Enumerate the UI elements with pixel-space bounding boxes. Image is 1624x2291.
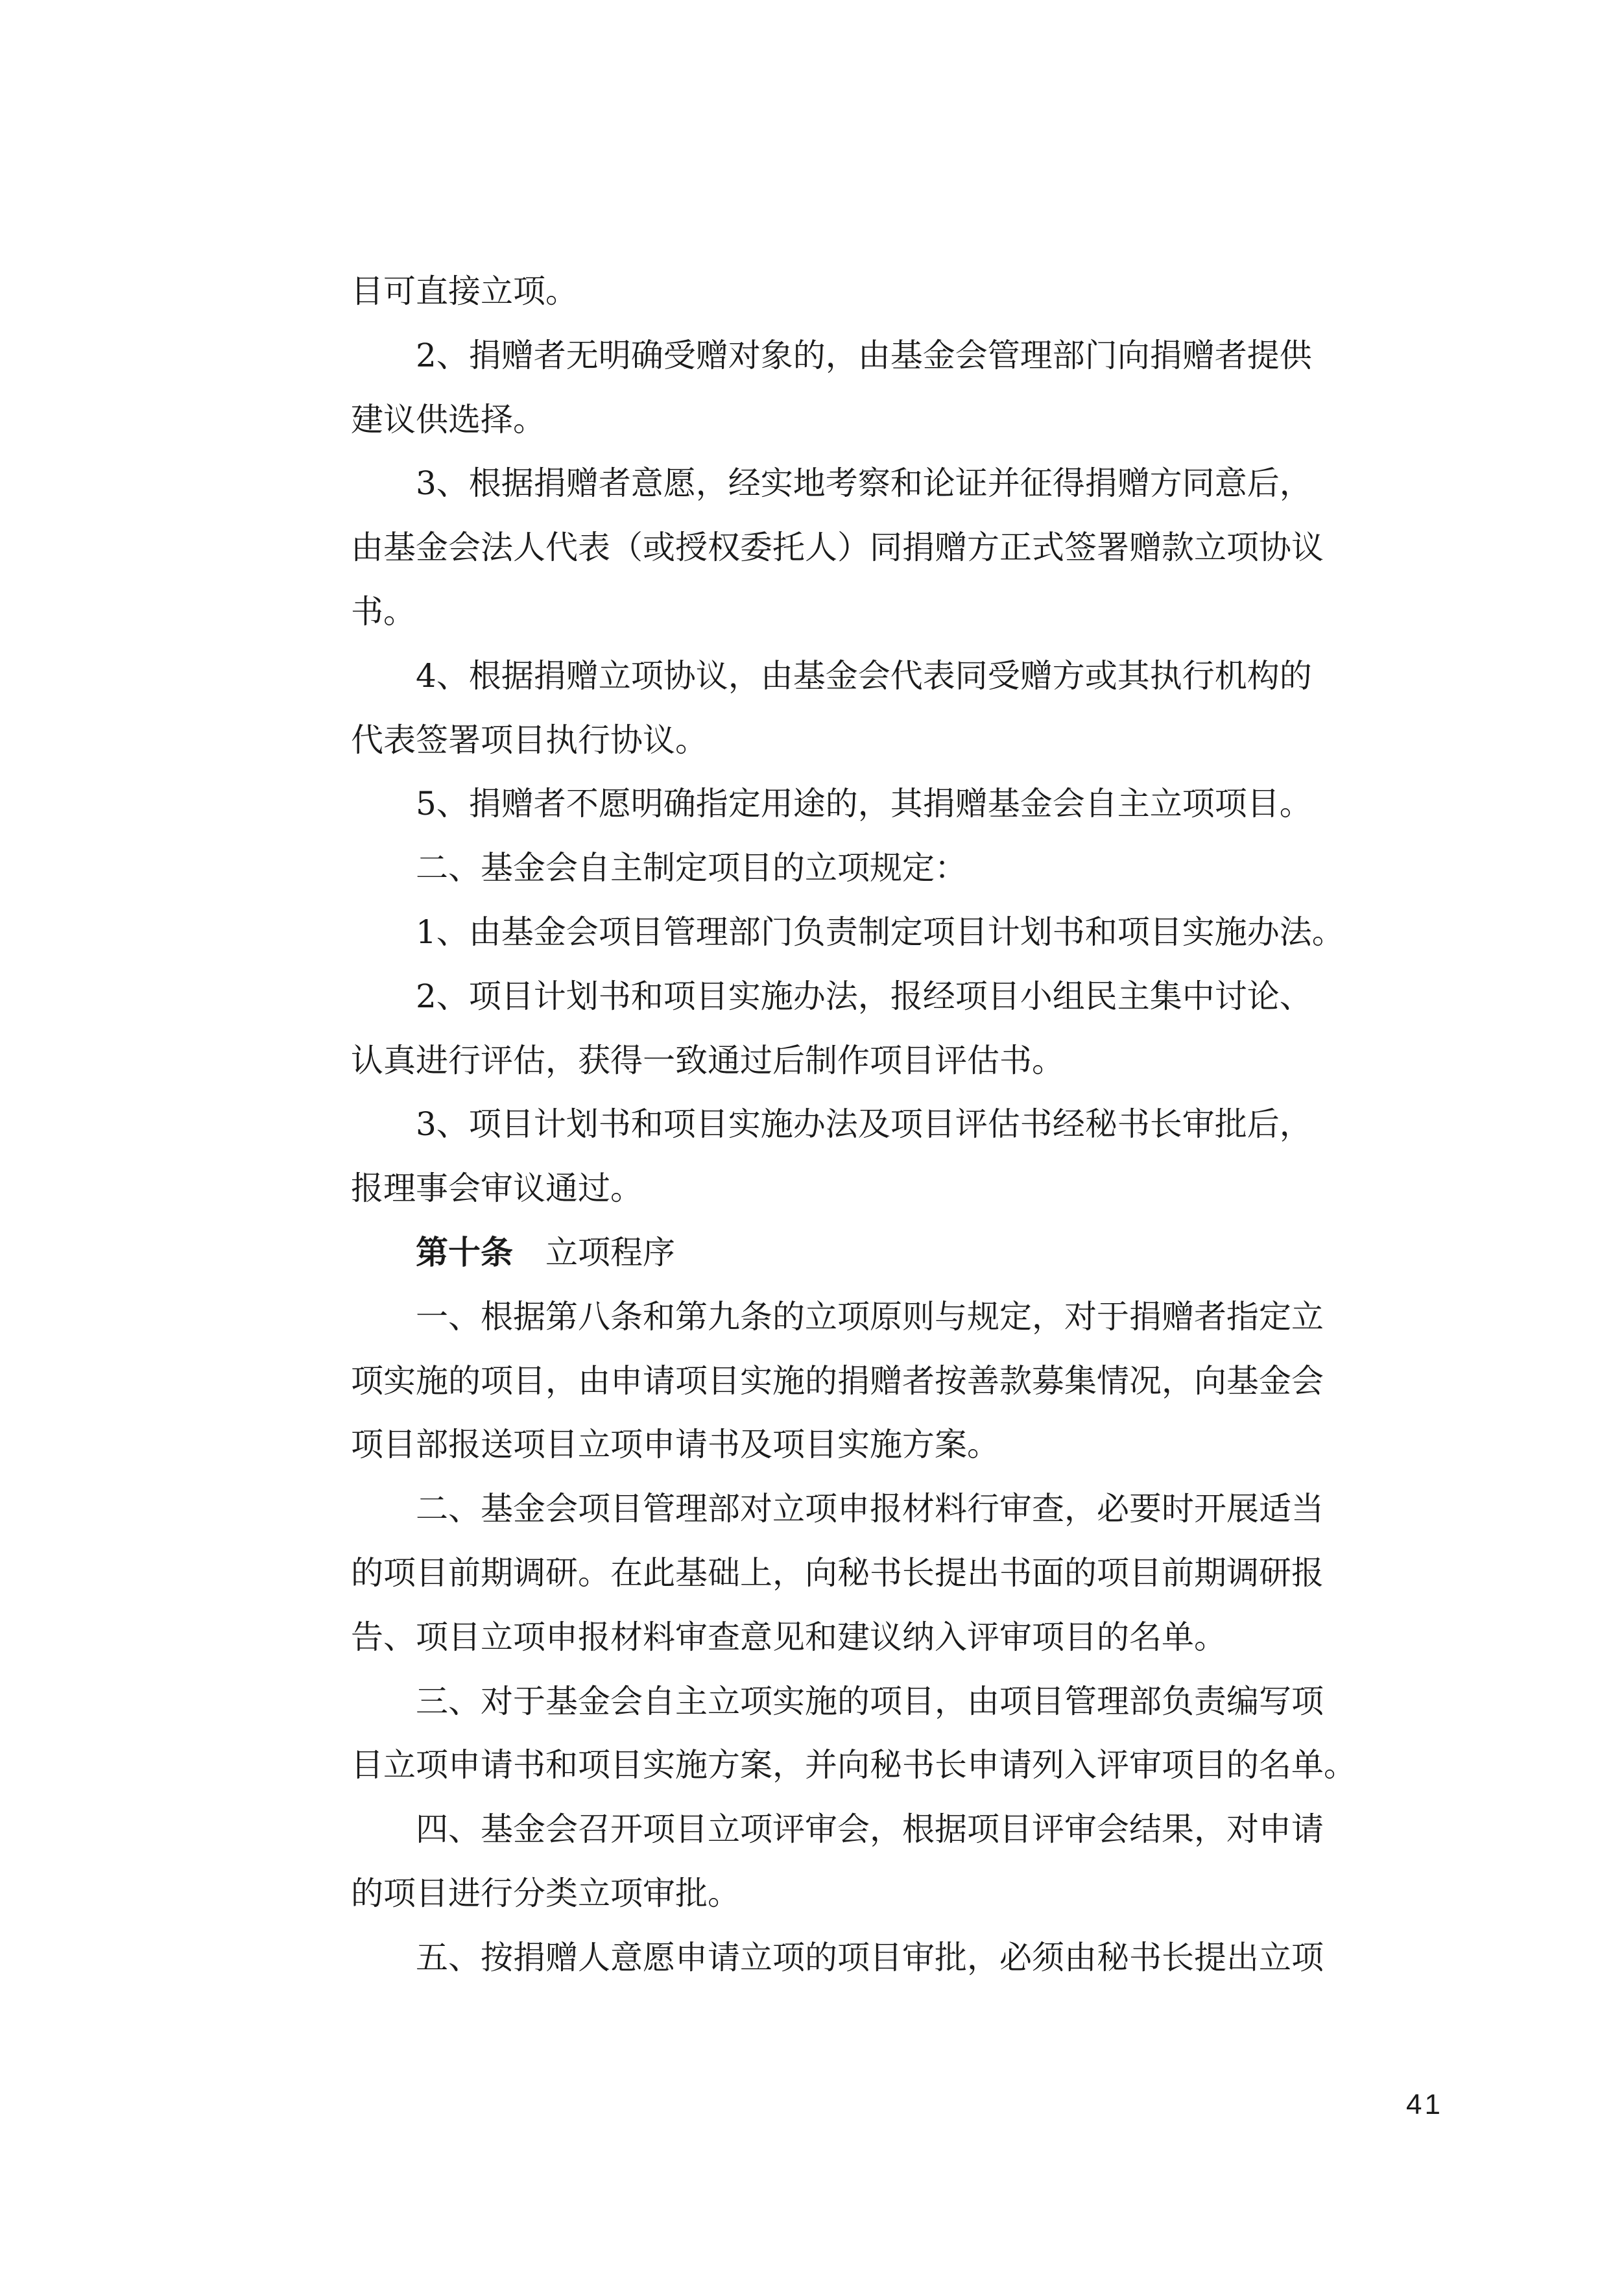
article-number: 第十条: [416, 1233, 513, 1271]
page-number: 41: [1406, 2089, 1443, 2120]
paragraph-line: 3、项目计划书和项目实施办法及项目评估书经秘书长审批后，: [416, 1105, 1312, 1144]
paragraph-line: 3、根据捐赠者意愿，经实地考察和论证并征得捐赠方同意后，: [416, 464, 1312, 503]
paragraph-line: 项目部报送项目立项申请书及项目实施方案。: [351, 1426, 999, 1464]
paragraph-line: 目可直接立项。: [351, 272, 578, 310]
paragraph-line: 5、捐赠者不愿明确指定用途的，其捐赠基金会自主立项项目。: [416, 785, 1312, 823]
paragraph-line: 的项目前期调研。在此基础上，向秘书长提出书面的项目前期调研报: [351, 1553, 1324, 1592]
paragraph-line: 4、根据捐赠立项协议，由基金会代表同受赠方或其执行机构的: [416, 656, 1312, 695]
paragraph-line: 2、捐赠者无明确受赠对象的，由基金会管理部门向捐赠者提供: [416, 336, 1312, 374]
paragraph-line: 建议供选择。: [351, 400, 545, 438]
paragraph-line: 的项目进行分类立项审批。: [351, 1874, 740, 1912]
paragraph-line: 2、项目计划书和项目实施办法，报经项目小组民主集中讨论、: [416, 977, 1312, 1015]
paragraph-line: 由基金会法人代表（或授权委托人）同捐赠方正式签署赠款立项协议: [351, 529, 1324, 567]
paragraph-line: 项实施的项目，由申请项目实施的捐赠者按善款募集情况，向基金会: [351, 1361, 1324, 1400]
paragraph-line: 告、项目立项申报材料审查意见和建议纳入评审项目的名单。: [351, 1618, 1226, 1656]
paragraph-line: 二、基金会项目管理部对立项申报材料行审查，必要时开展适当: [416, 1490, 1324, 1528]
paragraph-line: 四、基金会召开项目立项评审会，根据项目评审会结果，对申请: [416, 1810, 1324, 1849]
paragraph-line: 一、根据第八条和第九条的立项原则与规定，对于捐赠者指定立: [416, 1297, 1324, 1336]
paragraph-line: 1、由基金会项目管理部门负责制定项目计划书和项目实施办法。: [416, 913, 1344, 951]
article-title: 立项程序: [545, 1233, 675, 1271]
paragraph-line: 书。: [351, 592, 416, 630]
paragraph-line: 报理事会审议通过。: [351, 1169, 643, 1208]
paragraph-line: 五、按捐赠人意愿申请立项的项目审批，必须由秘书长提出立项: [416, 1938, 1324, 1976]
paragraph-line: 代表签署项目执行协议。: [351, 721, 708, 759]
paragraph-line: 认真进行评估，获得一致通过后制作项目评估书。: [351, 1041, 1064, 1079]
paragraph-line: 三、对于基金会自主立项实施的项目，由项目管理部负责编写项: [416, 1682, 1324, 1720]
article-heading: [351, 1221, 1389, 1285]
paragraph-line: 二、基金会自主制定项目的立项规定：: [416, 849, 967, 887]
paragraph-line: 目立项申请书和项目实施方案，并向秘书长申请列入评审项目的名单。: [351, 1746, 1356, 1784]
body-text: [351, 259, 1389, 1990]
